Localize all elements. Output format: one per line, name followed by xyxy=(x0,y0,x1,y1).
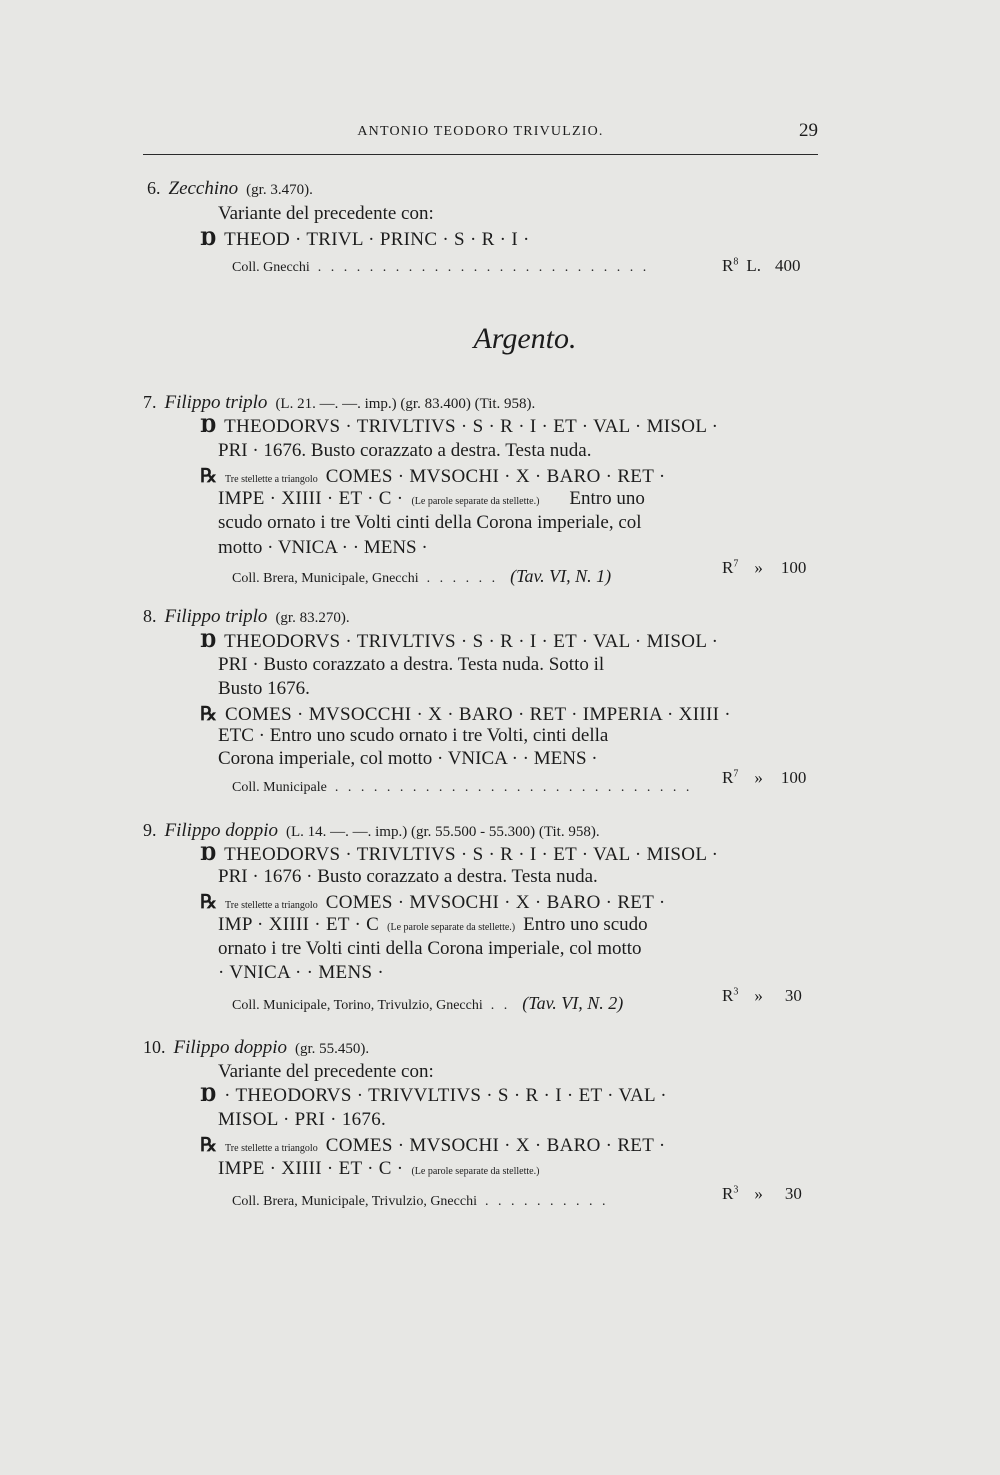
section-title: Argento. xyxy=(473,322,577,355)
obverse-legend: THEOD · TRIVL · PRINC · S · R · I · xyxy=(224,229,530,250)
entry-10-reverse-line2 xyxy=(218,1158,539,1180)
entry-number: 10. xyxy=(143,1037,166,1057)
obverse-symbol: Ɒ xyxy=(200,1085,217,1106)
entry-number: 7. xyxy=(143,392,157,412)
coin-weight: (L. 21. —. —. imp.) (gr. 83.400) (Tit. 958). xyxy=(275,396,536,412)
reverse-motto: motto · VNICA · · MENS · xyxy=(218,537,428,558)
entry-8-reverse xyxy=(200,703,731,726)
obverse-description: PRI · 1676 · Busto corazzato a destra. Testa nuda. xyxy=(218,866,598,887)
entry-10-rarity-price xyxy=(722,1184,802,1204)
price: 30 xyxy=(784,1184,802,1203)
reverse-description: ETC · Entro uno scudo ornato i tre Volti, cinti della xyxy=(218,725,609,746)
coin-name: Filippo triplo xyxy=(164,606,268,627)
obverse-legend: THEODORVS · TRIVLTIVS · S · R · I · ET · VAL · MISOL · xyxy=(224,416,719,437)
coin-weight: (gr. 55.450). xyxy=(294,1041,370,1057)
entry-number: 9. xyxy=(143,820,157,840)
reverse-legend: IMP · XIIII · ET · C xyxy=(218,914,380,935)
obverse-legend: THEODORVS · TRIVLTIVS · S · R · I · ET · VAL · MISOL · xyxy=(224,844,719,865)
collection: Coll. Brera, Municipale, Trivulzio, Gnecchi xyxy=(232,1194,477,1209)
leader-dots: . . xyxy=(490,998,511,1013)
price: 100 xyxy=(780,768,807,787)
plate-reference: (Tav. VI, N. 2) xyxy=(522,993,624,1013)
reverse-legend: COMES · MVSOCHI · X · BARO · RET · xyxy=(325,466,666,487)
reverse-symbol: ℞ xyxy=(200,892,218,913)
reverse-symbol: ℞ xyxy=(200,1135,218,1156)
price: 30 xyxy=(784,986,802,1005)
reverse-description: Entro uno xyxy=(569,488,645,509)
reverse-legend: COMES · MVSOCCHI · X · BARO · RET · IMPERIA · XIIII · xyxy=(225,704,731,725)
entry-number: 6. xyxy=(147,178,161,198)
page-number: 29 xyxy=(799,120,818,141)
entry-6-heading xyxy=(147,178,313,200)
obverse-legend: THEODORVS · TRIVLTIVS · S · R · I · ET · VAL · MISOL · xyxy=(224,631,719,652)
entry-7-reverse xyxy=(200,465,665,488)
rarity: $R^8$ xyxy=(722,256,739,275)
entry-9-rarity-price xyxy=(722,986,802,1006)
entry-8-heading xyxy=(143,606,350,628)
header-title: ANTONIO TEODORO TRIVULZIO. xyxy=(357,124,604,139)
entry-9-reverse-line2 xyxy=(218,914,648,936)
collection: Coll. Municipale, Torino, Trivulzio, Gnecchi xyxy=(232,998,483,1013)
collection: Coll. Gnecchi xyxy=(232,260,310,275)
price: 100 xyxy=(780,558,807,577)
obverse-legend: MISOL · PRI · 1676. xyxy=(218,1109,387,1130)
reverse-legend: COMES · MVSOCHI · X · BARO · RET · xyxy=(325,1135,666,1156)
entry-9-heading xyxy=(143,820,600,842)
reverse-note: (Le parole separate da stellette.) xyxy=(411,1166,540,1177)
entry-6-rarity-price xyxy=(722,256,800,276)
entry-10-reverse xyxy=(200,1134,665,1157)
coin-weight: (gr. 3.470). xyxy=(246,182,313,198)
reverse-note: Tre stellette a triangolo xyxy=(225,1143,318,1154)
entry-8-rarity-price xyxy=(722,768,806,788)
header-rule xyxy=(143,154,818,155)
currency: L. xyxy=(746,256,761,275)
reverse-note: (Le parole separate da stellette.) xyxy=(411,496,540,507)
obverse-symbol: Ɒ xyxy=(200,416,217,437)
entry-8-obverse xyxy=(200,630,718,653)
entry-6-obverse xyxy=(200,228,530,251)
entry-8-collection-row xyxy=(232,780,692,796)
entry-10-heading xyxy=(143,1037,369,1059)
rarity: $R^3$ xyxy=(722,986,739,1005)
coin-weight: (L. 14. —. —. imp.) (gr. 55.500 - 55.300) (Tit. 958). xyxy=(285,824,600,840)
entry-9-obverse xyxy=(200,843,718,866)
entry-7-collection-row xyxy=(232,566,611,587)
reverse-symbol: ℞ xyxy=(200,466,218,487)
reverse-description: Entro uno scudo xyxy=(523,914,648,935)
entry-6-variant: Variante del precedente con: xyxy=(218,203,434,224)
currency: » xyxy=(754,986,763,1005)
entry-10-obverse xyxy=(200,1084,667,1107)
entry-6-collection-row xyxy=(232,260,649,276)
reverse-note: Tre stellette a triangolo xyxy=(225,474,318,485)
rarity: $R^3$ xyxy=(722,1184,739,1203)
currency: » xyxy=(754,1184,763,1203)
reverse-description: ornato i tre Volti cinti della Corona imperiale, col motto xyxy=(218,938,642,959)
coin-name: Filippo doppio xyxy=(164,820,278,841)
coin-name: Filippo triplo xyxy=(164,392,268,413)
obverse-description: PRI · Busto corazzato a destra. Testa nuda. Sotto il xyxy=(218,654,605,675)
price: 400 xyxy=(774,256,801,275)
rarity: $R^7$ xyxy=(722,768,739,787)
coin-name: Zecchino xyxy=(168,178,239,199)
reverse-note: Tre stellette a triangolo xyxy=(225,900,318,911)
leader-dots: . . . . . . . . . . xyxy=(484,1194,609,1209)
leader-dots: . . . . . . xyxy=(426,571,499,586)
reverse-description: Corona imperiale, col motto · VNICA · · MENS · xyxy=(218,748,598,769)
leader-dots: . . . . . . . . . . . . . . . . . . . . . . . . . . xyxy=(317,260,650,275)
obverse-legend: · THEODORVS · TRIVVLTIVS · S · R · I · ET · VAL · xyxy=(224,1085,667,1106)
reverse-legend: IMPE · XIIII · ET · C · xyxy=(218,1158,404,1179)
reverse-note: (Le parole separate da stellette.) xyxy=(387,922,516,933)
rarity: $R^7$ xyxy=(722,558,739,577)
reverse-legend: COMES · MVSOCHI · X · BARO · RET · xyxy=(325,892,666,913)
entry-9-collection-row xyxy=(232,993,623,1014)
reverse-motto: · VNICA · · MENS · xyxy=(218,962,385,983)
running-header xyxy=(143,120,818,150)
obverse-description: Busto 1676. xyxy=(218,678,310,699)
entry-7-reverse-line2 xyxy=(218,488,645,510)
entry-number: 8. xyxy=(143,606,157,626)
obverse-symbol: Ɒ xyxy=(200,631,217,652)
entry-7-obverse xyxy=(200,415,718,438)
obverse-description: PRI · 1676. Busto corazzato a destra. Testa nuda. xyxy=(218,440,592,461)
entry-10-collection-row xyxy=(232,1194,608,1210)
plate-reference: (Tav. VI, N. 1) xyxy=(510,566,612,586)
currency: » xyxy=(754,768,763,787)
obverse-symbol: Ɒ xyxy=(200,229,217,250)
entry-7-rarity-price xyxy=(722,558,806,578)
entry-10-variant: Variante del precedente con: xyxy=(218,1061,434,1082)
entry-7-heading xyxy=(143,392,535,414)
entry-9-reverse xyxy=(200,891,665,914)
obverse-symbol: Ɒ xyxy=(200,844,217,865)
collection: Coll. Municipale xyxy=(232,780,327,795)
coin-name: Filippo doppio xyxy=(173,1037,287,1058)
reverse-description: scudo ornato i tre Volti cinti della Corona imperiale, col xyxy=(218,512,642,533)
reverse-legend: IMPE · XIIII · ET · C · xyxy=(218,488,404,509)
currency: » xyxy=(754,558,763,577)
coin-weight: (gr. 83.270). xyxy=(275,610,350,626)
reverse-symbol: ℞ xyxy=(200,704,218,725)
leader-dots: . . . . . . . . . . . . . . . . . . . . . . . . . . . . xyxy=(334,780,693,795)
collection: Coll. Brera, Municipale, Gnecchi xyxy=(232,571,419,586)
